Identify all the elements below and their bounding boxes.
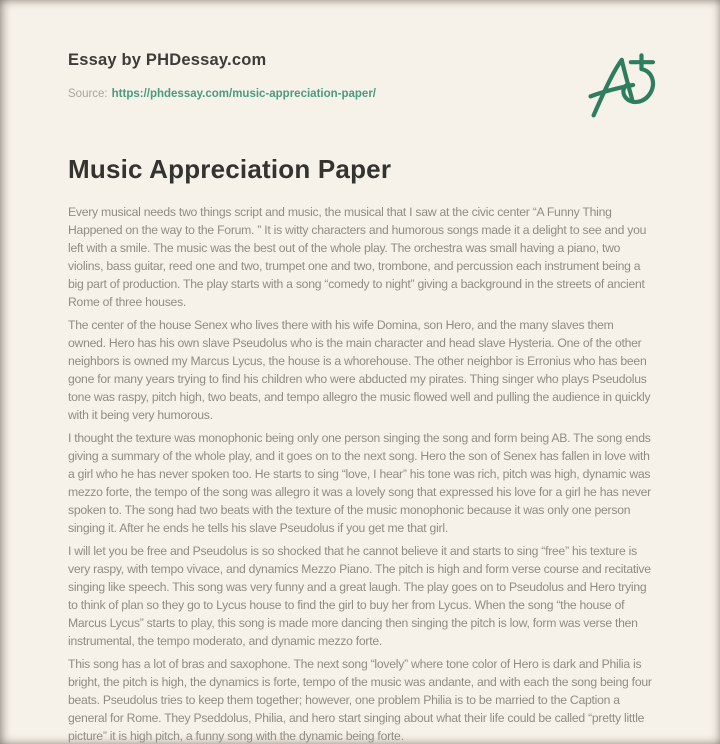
- source-line: [68, 87, 652, 102]
- byline: Essay by PHDessay.com: [68, 51, 267, 69]
- phdessay-a-plus-logo-icon: [586, 48, 662, 128]
- essay-paragraph: I will let you be free and Pseudolus is so shocked that he cannot believe it and starts to sing “free” his texture is very raspy, with tempo vivace, and dynamics Mezzo Piano. The pitch is high and form verse course and recitative singing like speech. This song was very funny and a great laugh. The play goes on to Pseudolus and Hero trying to think of plan so they go to Lycus house to find the girl to buy her from Lycus. When the song “the house of Marcus Lycus” starts to play, this song is made more dancing then singing the pitch is low, form was verse then instrumental, the tempo moderato, and dynamic mezzo forte.: [68, 544, 651, 649]
- essay-paragraph: I thought the texture was monophonic being only one person singing the song and form being AB. The song ends giving a summary of the whole play, and it goes on to the next song. Hero the son of Senex has fallen in love with a girl who he has never spoken too. He starts to sing “love, I hear” his tone was rich, pitch was high, dynamic was mezzo forte, the tempo of the song was allegro it was a lovely song that expressed his love for a girl he has never spoken to. The song had two beats with the texture of the music monophonic because it was only one person singing it. After he ends he tells his slave Pseudolus if you get me that girl.: [68, 431, 651, 536]
- essay-paragraph: Every musical needs two things script and music, the musical that I saw at the civic center “A Funny Thing Happened on the way to the Forum. ” It is witty characters and humorous songs made it a delight to see and you left with a smile. The music was the best out of the whole play. The orchestra was small having a piano, two violins, bass guitar, reed one and two, trumpet one and two, trombone, and percussion each instrument being a big part of production. The play starts with a song “comedy to night” giving a background in the streets of ancient Rome of three houses.: [68, 205, 647, 310]
- source-url-link[interactable]: https://phdessay.com/music-appreciation-paper/: [111, 88, 376, 100]
- essay-body: [68, 203, 652, 744]
- page-title: Music Appreciation Paper: [68, 154, 392, 184]
- essay-paragraph: The center of the house Senex who lives there with his wife Domina, son Hero, and the many slaves them owned. Hero has his own slave Pseudolus who is the main character and head slave Hysteria. One of the other neighbors is owned my Marcus Lycus, the house is a whorehouse. The other neighbor is Erronius who has been gone for many years trying to find his children who were abducted my pirates. Thing singer who plays Pseudolus tone was raspy, pitch high, two beats, and tempo allegro the music flowed well and pulling the audience in quickly with it being very humorous.: [68, 318, 651, 423]
- essay-paragraph: This song has a lot of bras and saxophone. The next song “lovely” where tone color of Hero is dark and Philia is bright, the pitch is high, the dynamics is forte, tempo of the music was andante, and with each the song being four beats. Pseudolus tries to keep them together; however, one problem Philia is to be married to the Caption a general for Rome. They Pseddolus, Philia, and hero start singing about what their life could be called “pretty little picture” it is high pitch, a funny song with the dynamic being forte.: [68, 657, 652, 744]
- source-label: Source:: [68, 88, 108, 100]
